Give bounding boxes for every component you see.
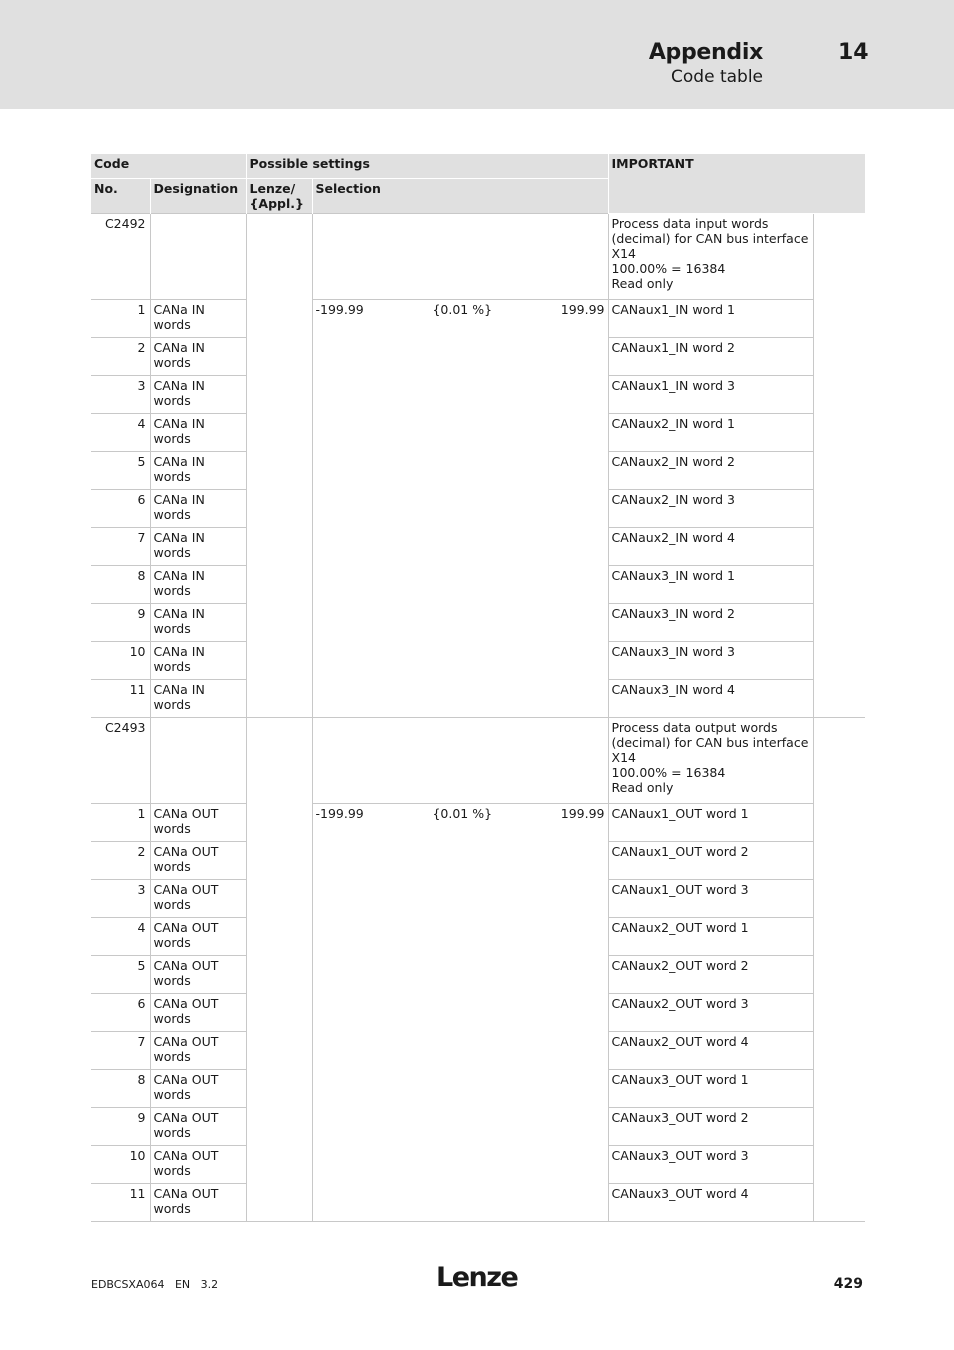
trailing-cell xyxy=(813,300,865,338)
subcode-designation: CANa IN words xyxy=(150,414,246,452)
subcode-lenze xyxy=(246,956,312,994)
table-row xyxy=(91,1108,865,1146)
table-row xyxy=(91,1070,865,1108)
subcode-important: CANaux1_IN word 2 xyxy=(608,338,813,376)
trailing-cell xyxy=(813,528,865,566)
selection-max: 199.99 xyxy=(560,806,605,821)
subcode-important: CANaux2_IN word 3 xyxy=(608,490,813,528)
trailing-cell xyxy=(813,1032,865,1070)
trailing-cell xyxy=(813,338,865,376)
table-row xyxy=(91,414,865,452)
page-title: Appendix xyxy=(648,40,763,65)
subcode-lenze xyxy=(246,918,312,956)
trailing-cell xyxy=(813,1184,865,1222)
lenze-logo: Lenze xyxy=(436,1262,518,1293)
header-code: Code xyxy=(91,154,246,179)
page-subtitle: Code table xyxy=(671,67,763,87)
table-row xyxy=(91,1184,865,1222)
table-row xyxy=(91,804,865,842)
subcode-number: 7 xyxy=(91,1032,150,1070)
subcode-number: 9 xyxy=(91,1108,150,1146)
subcode-designation: CANa OUT words xyxy=(150,1184,246,1222)
trailing-cell xyxy=(813,680,865,718)
subcode-designation: CANa IN words xyxy=(150,300,246,338)
subcode-important: CANaux2_OUT word 4 xyxy=(608,1032,813,1070)
subcode-selection xyxy=(312,452,608,490)
selection-range xyxy=(316,806,605,821)
subcode-important: CANaux1_OUT word 3 xyxy=(608,880,813,918)
code-table xyxy=(91,154,865,1222)
subcode-number: 5 xyxy=(91,956,150,994)
table-row xyxy=(91,680,865,718)
subcode-selection xyxy=(312,842,608,880)
subcode-number: 2 xyxy=(91,842,150,880)
selection-step: {0.01 %} xyxy=(432,302,493,317)
subcode-lenze xyxy=(246,566,312,604)
selection-min: -199.99 xyxy=(315,302,364,317)
subcode-important: CANaux3_OUT word 1 xyxy=(608,1070,813,1108)
subcode-lenze xyxy=(246,338,312,376)
subcode-designation: CANa OUT words xyxy=(150,1146,246,1184)
subcode-designation: CANa OUT words xyxy=(150,804,246,842)
subcode-important: CANaux1_OUT word 2 xyxy=(608,842,813,880)
subcode-lenze xyxy=(246,880,312,918)
table-row xyxy=(91,1032,865,1070)
subcode-number: 10 xyxy=(91,1146,150,1184)
table-row xyxy=(91,338,865,376)
trailing-cell xyxy=(813,214,865,300)
subcode-important: CANaux2_OUT word 2 xyxy=(608,956,813,994)
subcode-important: CANaux2_OUT word 3 xyxy=(608,994,813,1032)
subcode-number: 4 xyxy=(91,918,150,956)
subcode-important: CANaux1_IN word 3 xyxy=(608,376,813,414)
description-line: 100.00% = 16384 xyxy=(611,765,726,780)
trailing-cell xyxy=(813,490,865,528)
subcode-important: CANaux3_IN word 3 xyxy=(608,642,813,680)
subcode-selection xyxy=(312,414,608,452)
code-designation-empty xyxy=(150,718,246,804)
subcode-number: 1 xyxy=(91,300,150,338)
trailing-cell xyxy=(813,1070,865,1108)
subcode-selection xyxy=(312,1146,608,1184)
subcode-selection xyxy=(312,642,608,680)
subcode-designation: CANa OUT words xyxy=(150,994,246,1032)
header-possible-settings: Possible settings xyxy=(246,154,608,179)
subcode-lenze xyxy=(246,300,312,338)
subcode-important: CANaux3_IN word 2 xyxy=(608,604,813,642)
doc-id: EDBCSXA064 EN 3.2 xyxy=(91,1278,219,1291)
table-row xyxy=(91,376,865,414)
code-number: C2493 xyxy=(91,718,150,804)
subcode-number: 11 xyxy=(91,680,150,718)
subcode-designation: CANa OUT words xyxy=(150,1032,246,1070)
subcode-number: 6 xyxy=(91,994,150,1032)
subcode-lenze xyxy=(246,452,312,490)
subcode-number: 2 xyxy=(91,338,150,376)
description-line: Read only xyxy=(611,276,674,291)
subcode-selection xyxy=(312,1184,608,1222)
code-selection-empty xyxy=(312,718,608,804)
subcode-number: 10 xyxy=(91,642,150,680)
subcode-selection xyxy=(312,680,608,718)
code-description xyxy=(608,718,813,804)
subcode-important: CANaux3_OUT word 3 xyxy=(608,1146,813,1184)
subcode-number: 4 xyxy=(91,414,150,452)
trailing-cell xyxy=(813,918,865,956)
subcode-selection xyxy=(312,918,608,956)
subcode-designation: CANa IN words xyxy=(150,452,246,490)
subcode-lenze xyxy=(246,604,312,642)
code-row xyxy=(91,214,865,300)
subcode-lenze xyxy=(246,804,312,842)
subcode-lenze xyxy=(246,490,312,528)
subcode-important: CANaux1_IN word 1 xyxy=(608,300,813,338)
subcode-lenze xyxy=(246,642,312,680)
subcode-important: CANaux2_OUT word 1 xyxy=(608,918,813,956)
header-important: IMPORTANT xyxy=(608,154,865,214)
subcode-designation: CANa IN words xyxy=(150,604,246,642)
subcode-number: 8 xyxy=(91,566,150,604)
subcode-designation: CANa OUT words xyxy=(150,1108,246,1146)
description-line: Process data input words (decimal) for CAN bus interface X14 xyxy=(611,216,809,261)
header-lenze: Lenze/ {Appl.} xyxy=(246,179,312,214)
table-body xyxy=(91,214,865,1222)
code-description xyxy=(608,214,813,300)
subcode-lenze xyxy=(246,1146,312,1184)
table-row xyxy=(91,880,865,918)
subcode-number: 3 xyxy=(91,880,150,918)
subcode-number: 8 xyxy=(91,1070,150,1108)
subcode-number: 6 xyxy=(91,490,150,528)
selection-max: 199.99 xyxy=(560,302,605,317)
subcode-selection xyxy=(312,1070,608,1108)
subcode-important: CANaux3_OUT word 4 xyxy=(608,1184,813,1222)
subcode-number: 11 xyxy=(91,1184,150,1222)
table-row xyxy=(91,994,865,1032)
subcode-designation: CANa IN words xyxy=(150,338,246,376)
description-line: Process data output words (decimal) for CAN bus interface X14 xyxy=(611,720,809,765)
subcode-selection xyxy=(312,994,608,1032)
header-designation: Designation xyxy=(150,179,246,214)
subcode-important: CANaux2_IN word 4 xyxy=(608,528,813,566)
trailing-cell xyxy=(813,994,865,1032)
subcode-designation: CANa IN words xyxy=(150,680,246,718)
subcode-designation: CANa IN words xyxy=(150,528,246,566)
subcode-designation: CANa OUT words xyxy=(150,880,246,918)
subcode-lenze xyxy=(246,842,312,880)
subcode-important: CANaux2_IN word 2 xyxy=(608,452,813,490)
subcode-selection xyxy=(312,376,608,414)
header-selection: Selection xyxy=(312,179,608,214)
trailing-cell xyxy=(813,718,865,804)
subcode-lenze xyxy=(246,376,312,414)
trailing-cell xyxy=(813,880,865,918)
table-row xyxy=(91,528,865,566)
subcode-important: CANaux1_OUT word 1 xyxy=(608,804,813,842)
chapter-number: 14 xyxy=(838,40,869,65)
subcode-lenze xyxy=(246,1070,312,1108)
subcode-designation: CANa OUT words xyxy=(150,1070,246,1108)
subcode-important: CANaux3_IN word 4 xyxy=(608,680,813,718)
trailing-cell xyxy=(813,604,865,642)
subcode-selection xyxy=(312,300,608,338)
table-row xyxy=(91,642,865,680)
table-row xyxy=(91,842,865,880)
subcode-selection xyxy=(312,528,608,566)
subcode-designation: CANa IN words xyxy=(150,490,246,528)
code-designation-empty xyxy=(150,214,246,300)
subcode-selection xyxy=(312,956,608,994)
subcode-important: CANaux3_IN word 1 xyxy=(608,566,813,604)
subcode-number: 7 xyxy=(91,528,150,566)
trailing-cell xyxy=(813,956,865,994)
subcode-selection xyxy=(312,1032,608,1070)
subcode-designation: CANa OUT words xyxy=(150,842,246,880)
subcode-number: 1 xyxy=(91,804,150,842)
table-row xyxy=(91,300,865,338)
subcode-lenze xyxy=(246,528,312,566)
subcode-selection xyxy=(312,604,608,642)
page-number: 429 xyxy=(833,1276,863,1292)
subcode-selection xyxy=(312,338,608,376)
table-row xyxy=(91,452,865,490)
selection-range xyxy=(316,302,605,317)
subcode-number: 5 xyxy=(91,452,150,490)
trailing-cell xyxy=(813,1146,865,1184)
table-row xyxy=(91,604,865,642)
trailing-cell xyxy=(813,376,865,414)
table-row xyxy=(91,1146,865,1184)
trailing-cell xyxy=(813,804,865,842)
subcode-lenze xyxy=(246,680,312,718)
subcode-selection xyxy=(312,566,608,604)
code-lenze-empty xyxy=(246,718,312,804)
table-row xyxy=(91,490,865,528)
description-line: 100.00% = 16384 xyxy=(611,261,726,276)
subcode-lenze xyxy=(246,994,312,1032)
subcode-lenze xyxy=(246,414,312,452)
header-no: No. xyxy=(91,179,150,214)
subcode-number: 3 xyxy=(91,376,150,414)
trailing-cell xyxy=(813,452,865,490)
subcode-selection xyxy=(312,1108,608,1146)
trailing-cell xyxy=(813,1108,865,1146)
table-row xyxy=(91,566,865,604)
table-row xyxy=(91,918,865,956)
selection-step: {0.01 %} xyxy=(432,806,493,821)
trailing-cell xyxy=(813,414,865,452)
subcode-important: CANaux2_IN word 1 xyxy=(608,414,813,452)
subcode-selection xyxy=(312,880,608,918)
subcode-designation: CANa IN words xyxy=(150,642,246,680)
subcode-lenze xyxy=(246,1184,312,1222)
code-lenze-empty xyxy=(246,214,312,300)
subcode-designation: CANa OUT words xyxy=(150,956,246,994)
subcode-designation: CANa OUT words xyxy=(150,918,246,956)
subcode-lenze xyxy=(246,1108,312,1146)
code-number: C2492 xyxy=(91,214,150,300)
subcode-important: CANaux3_OUT word 2 xyxy=(608,1108,813,1146)
subcode-number: 9 xyxy=(91,604,150,642)
trailing-cell xyxy=(813,566,865,604)
subcode-selection xyxy=(312,804,608,842)
description-line: Read only xyxy=(611,780,674,795)
header-band xyxy=(0,0,954,109)
code-selection-empty xyxy=(312,214,608,300)
trailing-cell xyxy=(813,842,865,880)
selection-min: -199.99 xyxy=(315,806,364,821)
table-row xyxy=(91,956,865,994)
subcode-designation: CANa IN words xyxy=(150,376,246,414)
subcode-selection xyxy=(312,490,608,528)
trailing-cell xyxy=(813,642,865,680)
subcode-designation: CANa IN words xyxy=(150,566,246,604)
subcode-lenze xyxy=(246,1032,312,1070)
code-row xyxy=(91,718,865,804)
